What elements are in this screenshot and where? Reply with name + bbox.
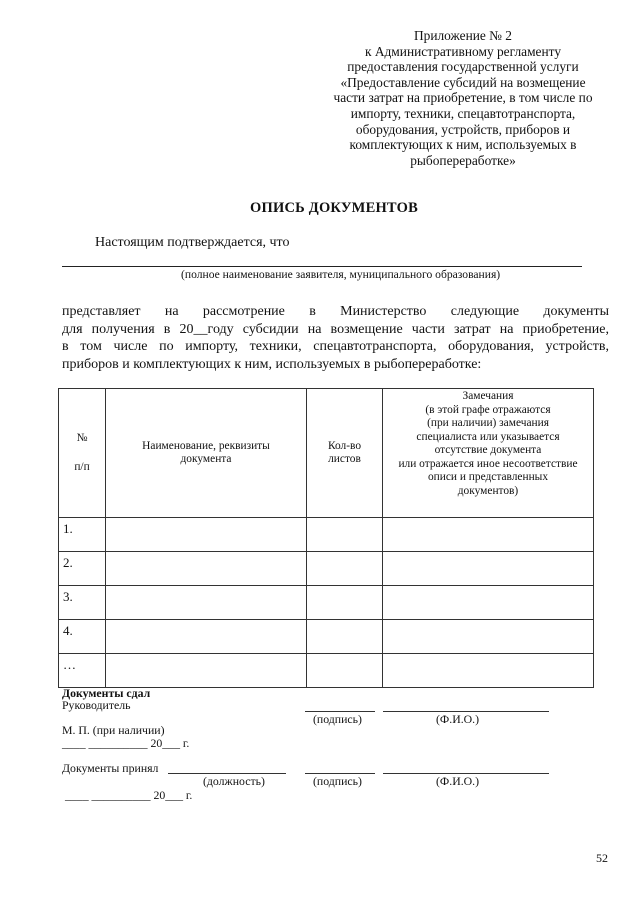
row-name-cell[interactable] <box>106 620 307 654</box>
handed-over-label: Документы сдал <box>62 686 151 700</box>
paragraph-line: для получения в 20__году субсидии на возмещение части затрат на приобретение, <box>62 321 609 337</box>
row-count-cell[interactable] <box>307 654 383 688</box>
appendix-line: части затрат на приобретение, в том числе по <box>333 90 593 106</box>
header-count <box>307 389 383 518</box>
appendix-line: предоставления государственной услуги <box>347 59 579 75</box>
head-label: Руководитель <box>62 698 131 712</box>
header-number <box>59 389 106 518</box>
appendix-line: к Административному регламенту <box>364 43 562 59</box>
row-notes-cell[interactable] <box>383 552 594 586</box>
appendix-line: «Предоставление субсидий на возмещение <box>340 74 586 90</box>
confirm-text: Настоящим подтверждается, что <box>95 235 290 250</box>
received-date-line[interactable]: ____ __________ 20___ г. <box>65 788 193 802</box>
header-notes-line: или отражается иное несоответствие <box>398 457 578 470</box>
receiver-signature-caption: (подпись) <box>313 774 362 788</box>
row-number: … <box>59 654 106 688</box>
table-row <box>59 654 594 688</box>
head-signature-caption: (подпись) <box>313 712 362 726</box>
receiver-fio-caption: (Ф.И.О.) <box>436 774 480 788</box>
header-notes-line: (при наличии) замечания <box>427 417 549 429</box>
header-name-text: Наименование, реквизиты документа <box>142 439 270 465</box>
row-number: 2. <box>59 552 106 586</box>
header-count-text: Кол-во листов <box>327 439 362 465</box>
appendix-line: оборудования, устройств, приборов и <box>355 121 571 137</box>
table-row <box>59 552 594 586</box>
page-number: 52 <box>596 851 608 865</box>
row-name-cell[interactable] <box>106 586 307 620</box>
row-number: 3. <box>59 586 106 620</box>
handed-date-line[interactable]: ____ __________ 20___ г. <box>62 736 190 750</box>
row-notes-cell[interactable] <box>383 620 594 654</box>
head-fio-caption: (Ф.И.О.) <box>436 712 480 726</box>
row-notes-cell[interactable] <box>383 654 594 688</box>
row-notes-cell[interactable] <box>383 518 594 552</box>
appendix-line: рыбопереработке» <box>410 152 516 168</box>
row-name-cell[interactable] <box>106 552 307 586</box>
header-number-symbol: № <box>76 431 88 444</box>
appendix-header <box>300 28 626 168</box>
header-name <box>106 389 307 518</box>
documents-table <box>58 388 594 688</box>
paragraph-line: представляет на рассмотрение в Министерство следующие документы <box>62 304 609 319</box>
table-row <box>59 518 594 552</box>
stamp-label: М. П. (при наличии) <box>62 723 165 737</box>
table-row <box>59 620 594 654</box>
document-title: ОПИСЬ ДОКУМЕНТОВ <box>250 200 418 216</box>
received-label: Документы принял <box>62 761 159 775</box>
header-notes-line: Замечания <box>462 390 514 402</box>
row-count-cell[interactable] <box>307 620 383 654</box>
receiver-position-caption: (должность) <box>203 774 265 788</box>
row-name-cell[interactable] <box>106 518 307 552</box>
appendix-line: комплектующих к ним, используемых в <box>349 137 577 153</box>
header-notes-line: (в этой графе отражаются <box>425 403 551 416</box>
header-notes-line: документов) <box>457 484 519 497</box>
table-row <box>59 586 594 620</box>
row-notes-cell[interactable] <box>383 586 594 620</box>
header-notes-line: отсутствие документа <box>434 444 542 456</box>
appendix-line: Приложение № 2 <box>413 28 513 43</box>
appendix-line: импорту, техники, спецавтотранспорта, <box>350 105 576 121</box>
applicant-fill-line <box>62 266 582 267</box>
row-count-cell[interactable] <box>307 518 383 552</box>
spacer <box>59 445 105 461</box>
header-notes-line: описи и представленных <box>427 471 549 483</box>
row-name-cell[interactable] <box>106 654 307 688</box>
row-count-cell[interactable] <box>307 586 383 620</box>
paragraph-line: в том числе по импорту, техники, спецавтотранспорта, оборудования, устройств, <box>62 339 609 354</box>
row-number: 1. <box>59 518 106 552</box>
row-number: 4. <box>59 620 106 654</box>
paragraph-line: приборов и комплектующих к ним, используемых в рыбопереработке: <box>62 356 482 372</box>
header-notes-line: специалиста или указывается <box>416 430 560 443</box>
body-paragraph <box>62 303 609 373</box>
table-header-row <box>59 389 594 518</box>
row-count-cell[interactable] <box>307 552 383 586</box>
header-number-abbr: п/п <box>74 461 90 473</box>
applicant-caption: (полное наименование заявителя, муниципального образования) <box>181 268 501 281</box>
header-notes <box>383 389 594 518</box>
